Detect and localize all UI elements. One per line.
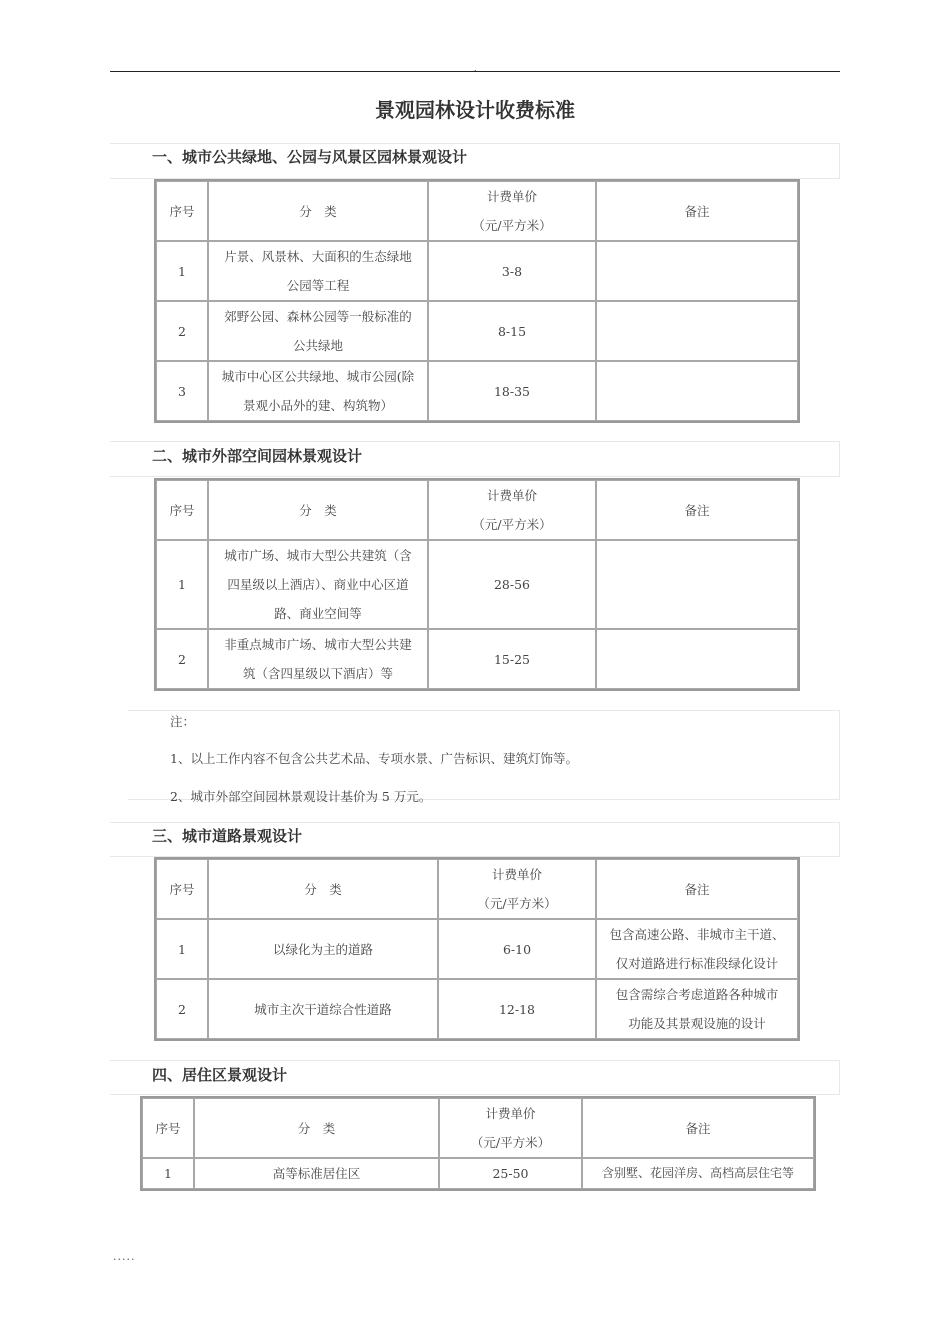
row-category: 高等标准居住区 [194,1158,439,1189]
row-category: 非重点城市广场、城市大型公共建 筑（含四星级以下酒店）等 [208,629,428,689]
row-note [596,361,798,421]
row-category: 郊野公园、森林公园等一般标准的 公共绿地 [208,301,428,361]
header-note: 备注 [596,859,798,919]
section-4-table [140,1096,816,1191]
row-note [596,540,798,629]
row-note [596,629,798,689]
row-note: 含别墅、花园洋房、高档高层住宅等 [582,1158,814,1189]
table-row [156,919,798,979]
row-category: 城市中心区公共绿地、城市公园(除 景观小品外的建、构筑物） [208,361,428,421]
row-price: 15-25 [428,629,596,689]
page-title: 景观园林设计收费标准 [375,98,575,122]
row-no: 1 [156,241,208,301]
note-item: 2、城市外部空间园林景观设计基价为 5 万元。 [170,789,432,804]
row-note: 包含需综合考虑道路各种城市 功能及其景观设施的设计 [596,979,798,1039]
header-price: 计费单价 （元/平方米） [439,1098,582,1158]
row-note [596,241,798,301]
row-price: 3-8 [428,241,596,301]
section-2-table [154,478,800,691]
row-category: 城市主次干道综合性道路 [208,979,438,1039]
notes-label: 注： [170,714,196,729]
row-no: 3 [156,361,208,421]
table-header-row [156,480,798,540]
table-row [156,979,798,1039]
note-item: 1、以上工作内容不包含公共艺术品、专项水景、广告标识、建筑灯饰等。 [170,751,578,766]
header-price: 计费单价 （元/平方米） [428,480,596,540]
row-no: 2 [156,629,208,689]
section-3-table [154,857,800,1041]
table-row [142,1158,814,1189]
table-row [156,540,798,629]
table-row [156,361,798,421]
header-no: 序号 [156,181,208,241]
header-category: 分 类 [208,480,428,540]
table-row [156,241,798,301]
table-header-row [156,181,798,241]
footer-dots: ..... [113,1250,136,1263]
section-4-heading: 四、居住区景观设计 [152,1066,288,1084]
table-row [156,629,798,689]
row-category: 城市广场、城市大型公共建筑（含 四星级以上酒店）、商业中心区道 路、商业空间等 [208,540,428,629]
header-category: 分 类 [208,859,438,919]
header-price: 计费单价 （元/平方米） [428,181,596,241]
row-price: 28-56 [428,540,596,629]
header-no: 序号 [156,480,208,540]
header-price: 计费单价 （元/平方米） [438,859,596,919]
header-category: 分 类 [194,1098,439,1158]
row-price: 25-50 [439,1158,582,1189]
header-no: 序号 [142,1098,194,1158]
header-no: 序号 [156,859,208,919]
row-category: 片景、风景林、大面积的生态绿地 公园等工程 [208,241,428,301]
row-price: 12-18 [438,979,596,1039]
row-note [596,301,798,361]
section-1-heading: 一、城市公共绿地、公园与风景区园林景观设计 [152,148,468,166]
header-note: 备注 [596,181,798,241]
row-no: 1 [156,919,208,979]
row-price: 18-35 [428,361,596,421]
row-no: 1 [142,1158,194,1189]
section-1-table [154,179,800,423]
table-header-row [156,859,798,919]
row-price: 8-15 [428,301,596,361]
row-no: 2 [156,979,208,1039]
row-price: 6-10 [438,919,596,979]
table-header-row [142,1098,814,1158]
section-3-heading: 三、城市道路景观设计 [152,827,303,845]
row-no: 1 [156,540,208,629]
header-note: 备注 [582,1098,814,1158]
section-2-heading: 二、城市外部空间园林景观设计 [152,447,363,465]
header-category: 分 类 [208,181,428,241]
row-note: 包含高速公路、非城市主干道、 仅对道路进行标准段绿化设计 [596,919,798,979]
row-no: 2 [156,301,208,361]
page-marker: . [474,64,477,73]
table-row [156,301,798,361]
header-note: 备注 [596,480,798,540]
row-category: 以绿化为主的道路 [208,919,438,979]
